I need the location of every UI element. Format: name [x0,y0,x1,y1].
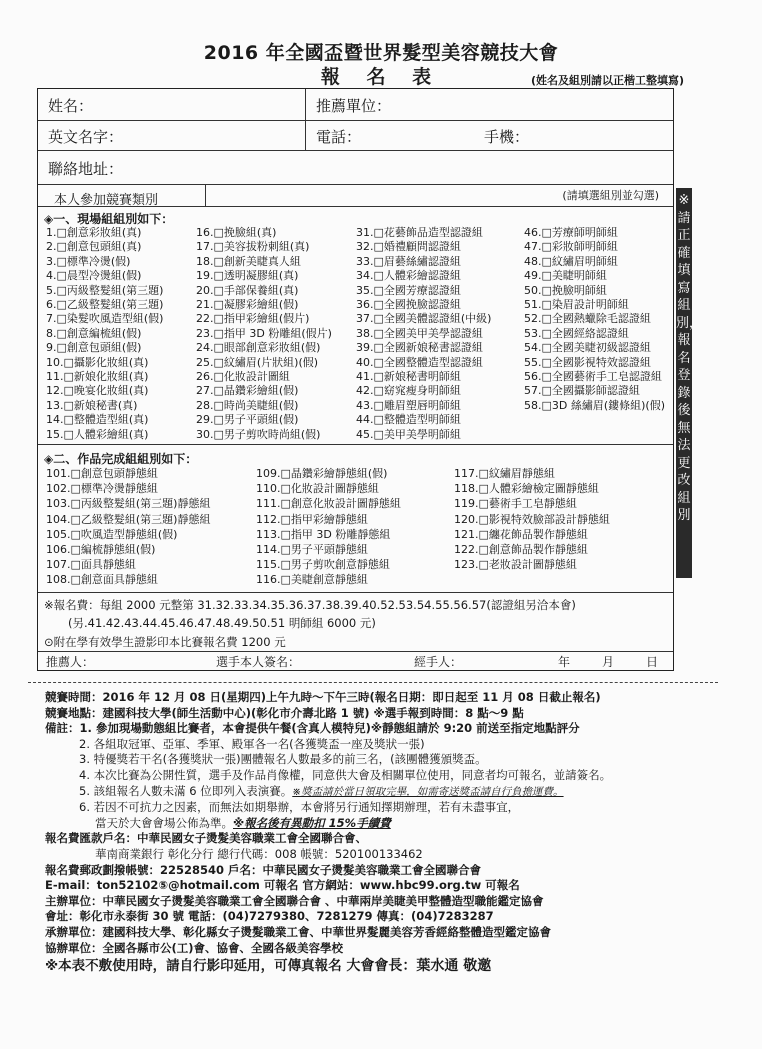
info-note-7b: ※報名後有異動扣 15%手續費 [233,815,391,830]
info-bank [45,847,725,863]
option-item[interactable]: 40.□全國整體造型認證組 [356,355,483,369]
info-email[interactable]: E-mail：ton52102⑤@hotmail.com 可報名 官方網站：www.hbc99.org.tw 可報名 [45,878,520,893]
option-item[interactable]: 50.□挽臉明師組 [524,283,607,297]
recommender-signature[interactable]: 推薦人： [46,655,95,669]
option-item[interactable]: 36.□全國挽臉認證組 [356,298,461,312]
option-item[interactable]: 12.□晚宴化妝組(真) [46,384,149,398]
phone-field[interactable]: 電話： [316,128,362,146]
recommender-field[interactable]: 推薦單位： [316,97,392,115]
option-item[interactable]: 21.□凝膠彩繪組(假) [196,298,299,312]
option-item[interactable]: 112.□指甲彩繪靜態組 [256,512,368,526]
option-item[interactable]: 56.□全國藝術手工皂認證組 [524,370,662,384]
name-field[interactable]: 姓名： [48,97,94,115]
section1-col3 [356,226,491,442]
option-item[interactable]: 57.□全國攝影師認證組 [524,384,640,398]
option-item[interactable]: 122.□創意飾品製作靜態組 [454,543,588,557]
option-item[interactable]: 37.□全國美體認證組(中級) [356,312,492,326]
date-month[interactable]: 月 [602,655,615,669]
option-item[interactable]: 53.□全國經絡認證組 [524,326,629,340]
option-item[interactable]: 55.□全國影視特效認證組 [524,355,651,369]
option-item[interactable]: 41.□新娘秘書明師組 [356,370,461,384]
option-item[interactable]: 34.□人體彩繪認證組 [356,269,461,283]
info-note-3: 3. 特優獎若干名(各獲獎狀一張)團體報名人數最多的前三名，(該團體獲頒獎盃。 [79,752,487,767]
option-item[interactable]: 17.□美容拔粉刺組(真) [196,240,310,254]
info-note-4: 4. 本次比賽為公開性質，選手及作品肖像權，同意供大會及相關單位使用，同意者均可報名，並請簽名。 [79,767,612,782]
option-item[interactable]: 45.□美甲美學明師組 [356,427,461,441]
option-item[interactable]: 27.□晶鑽彩繪組(假) [196,384,299,398]
option-item[interactable]: 43.□雕眉塑唇明師組 [356,398,461,412]
info-executor: 承辦單位：建國科技大學、彰化縣女子燙髮職業工會、中華世界髮麗美容芳香經絡整體造型鑑定協會 [45,924,551,939]
option-item[interactable]: 48.□紋繡眉明師組 [524,254,618,268]
option-item[interactable]: 46.□芳療師明師組 [524,226,618,239]
cut-line [28,682,718,683]
option-item[interactable]: 110.□化妝設計圖靜態組 [256,482,379,496]
side-warning: ※請正確填寫組別，報名登錄後無法更改組別 [676,188,692,578]
option-item[interactable]: 49.□美睫明師組 [524,269,607,283]
option-item[interactable]: 29.□男子平頭組(假) [196,413,299,427]
info-president: 大會會長：葉水通 敬邀 [346,958,492,975]
row-name [38,89,673,121]
info-footer [45,959,725,975]
option-item[interactable]: 33.□眉藝絲繡認證組 [356,254,461,268]
option-item[interactable]: 101.□創意包頭靜態組 [46,467,158,480]
name-note: (姓名及組別請以正楷工整填寫) [530,74,684,87]
option-item[interactable]: 54.□全國美睫初級認證組 [524,341,651,355]
mobile-field[interactable]: 手機： [484,128,530,146]
info-co-organizer: 協辦單位：全國各縣市公(工)會、協會、全國各級美容學校 [45,940,344,955]
option-item[interactable]: 3.□標準冷燙(假) [46,254,131,268]
option-item[interactable]: 114.□男子平頭靜態組 [256,543,368,557]
info-note-6: 6. 若因不可抗力之因素，而無法如期舉辦，本會將另行通知擇期辦理，若有未盡事宜， [79,800,520,815]
option-item[interactable]: 16.□挽臉組(真) [196,226,277,239]
fee-line-2: (另.41.42.43.44.45.46.47.48.49.50.51 明師組 6000 元) [68,616,376,630]
info-place: 競賽地點：建國科技大學(師生活動中心)(彰化市介壽北路 1 號) ※選手報到時間：8 點～9 點 [45,705,524,720]
info-bank-account: 帳號：520100133462 [300,846,423,861]
info-note-5b: ※獎盃請於當日領取完畢，如需寄送獎盃請自行負擔運費。 [292,785,564,798]
option-item[interactable]: 28.□時尚美睫組(假) [196,398,299,412]
option-item[interactable]: 6.□乙級整髮組(第三題) [46,298,164,312]
divider [38,651,673,652]
option-item[interactable]: 22.□指甲彩繪組(假片) [196,312,310,326]
fee-line-1: ※報名費：每組 2000 元整第 31.32.33.34.35.36.37.38.39.40.52.53.54.55.56.57(認證組另洽本會) [44,598,576,612]
option-item[interactable]: 5.□丙級整髮組(第三題) [46,283,164,297]
option-item[interactable]: 42.□窈窕瘦身明師組 [356,384,461,398]
option-item[interactable]: 1.□創意彩妝組(真) [46,226,142,239]
option-item[interactable]: 18.□創新美睫真人組 [196,254,301,268]
info-time: 競賽時間：2016 年 12 月 08 日(星期四)上午九時～下午三時(報名日期：即日起至 11 月 08 日截止報名) [45,690,601,704]
section2-col1 [46,466,210,588]
option-item[interactable]: 9.□創意包頭組(假) [46,341,142,355]
info-note-2: 2. 各組取冠軍、亞軍、季軍、殿軍各一名(各獲獎盃一座及獎狀一張) [79,736,425,751]
info-note-7a: 當天於大會會場公佈為準。 [95,815,233,830]
option-item[interactable]: 118.□人體彩繪檢定圖靜態組 [454,482,599,496]
date-day[interactable]: 日 [646,655,659,669]
option-item[interactable]: 19.□透明凝膠組(真) [196,269,299,283]
option-item[interactable]: 32.□婚禮顧問認證組 [356,240,461,254]
section2-col2 [256,466,401,588]
section1-col1 [46,226,163,442]
option-item[interactable]: 20.□手部保養組(真) [196,283,299,297]
option-item[interactable]: 119.□藝術手工皂靜態組 [454,497,577,511]
info-postal: 報名費郵政劃撥帳號：22528540 戶名：中華民國女子燙髮美容職業工會全國聯合會 [45,862,482,877]
info-organizer: 主辦單位：中華民國女子燙髮美容職業工會全國聯合會 、中華兩岸美睫美甲整體造型職能鑑定協會 [45,893,544,908]
info-note-1: 備註：1. 參加現場動態組比賽者，本會提供午餐(含真人模特兒)※靜態組請於 9:20 前送至指定地點評分 [45,721,580,736]
form-title: 2016 年全國盃暨世界髮型美容競技大會 [203,42,559,64]
option-item[interactable]: 103.□丙級整髮組(第三題)靜態組 [46,497,211,511]
option-item[interactable]: 8.□創意編梳組(假) [46,326,142,340]
option-item[interactable]: 51.□染眉設計明師組 [524,298,629,312]
option-item[interactable]: 104.□乙級整髮組(第三題)靜態組 [46,512,211,526]
option-item[interactable]: 11.□新娘化妝組(真) [46,370,149,384]
option-item[interactable]: 7.□染髮吹風造型組(假) [46,312,164,326]
section1-col2 [196,226,332,442]
fee-line-3: ⊙附在學有效學生證影印本比賽報名費 1200 元 [44,635,286,649]
option-item[interactable]: 117.□紋繡眉靜態組 [454,467,555,480]
option-item[interactable]: 31.□花藝飾品造型認證組 [356,226,483,239]
option-item[interactable]: 115.□男子剪吹創意靜態組 [256,558,390,572]
option-item[interactable]: 102.□標準冷燙靜態組 [46,482,158,496]
option-item[interactable]: 2.□創意包頭組(真) [46,240,142,254]
competition-info [45,690,725,975]
date-year[interactable]: 年 [558,655,571,669]
player-signature[interactable]: 選手本人簽名： [216,655,301,669]
row-english-name [38,121,673,151]
info-note-5a: 5. 該組報名人數未滿 6 位即列入表演賽。 [79,783,293,798]
section2-col3 [454,466,610,572]
info-bank-code: 總行代碼：008 [217,846,297,861]
form-subtitle: 報 名 表 [320,66,442,88]
category-note: (請填選組別並勾選) [562,189,659,202]
info-note-7 [45,816,725,832]
section2-title: ◈二、作品完成組組別如下： [44,452,198,466]
divider [38,444,673,445]
option-item[interactable]: 44.□整體造型明師組 [356,413,461,427]
option-item[interactable]: 47.□彩妝師明師組 [524,240,618,254]
option-item[interactable]: 107.□面具靜態組 [46,558,136,572]
option-item[interactable]: 13.□新娘秘書(真) [46,398,138,412]
option-item[interactable]: 14.□整體造型組(真) [46,413,149,427]
option-item[interactable]: 10.□攝影化妝組(真) [46,355,149,369]
option-item[interactable]: 120.□影視特效臉部設計靜態組 [454,512,610,526]
section1-title: ◈一、現場組組別如下： [44,212,174,226]
option-item[interactable]: 116.□美睫創意靜態組 [256,573,368,587]
address-field[interactable]: 聯絡地址： [48,160,124,178]
option-item[interactable]: 113.□指甲 3D 粉雕靜態組 [256,527,391,541]
english-name-field[interactable]: 英文名字： [48,128,124,146]
info-address: 會址：彰化市永泰街 30 號 電話：(04)7279380、7281279 傳真：(04)7283287 [45,909,494,924]
info-bank-name: 華南商業銀行 彰化分行 [95,846,214,861]
row-category [38,185,673,207]
option-item[interactable]: 58.□3D 絲繡眉(鏤條組)(假) [524,398,666,412]
option-item[interactable]: 15.□人體彩繪組(真) [46,427,149,441]
option-item[interactable]: 26.□化妝設計圖組 [196,370,290,384]
option-item[interactable]: 38.□全國美甲美學認證組 [356,326,483,340]
option-item[interactable]: 4.□晨型冷燙組(假) [46,269,142,283]
option-item[interactable]: 111.□創意化妝設計圖靜態組 [256,497,401,511]
option-item[interactable]: 109.□晶鑽彩繪靜態組(假) [256,467,388,480]
divider [38,592,673,593]
option-item[interactable]: 52.□全國熱蠟除毛認證組 [524,312,651,326]
option-item[interactable]: 105.□吹風造型靜態組(假) [46,527,178,541]
option-item[interactable]: 123.□老妝設計圖靜態組 [454,558,577,572]
handler-signature[interactable]: 經手人： [414,655,463,669]
option-item[interactable]: 35.□全國芳療認證組 [356,283,461,297]
option-item[interactable]: 30.□男子剪吹時尚組(假) [196,427,321,441]
section1-col4 [524,226,665,413]
form-table [37,88,674,671]
row-address [38,151,673,185]
option-item[interactable]: 24.□眼部創意彩妝組(假) [196,341,321,355]
option-item[interactable]: 39.□全國新娘秘書認證組 [356,341,483,355]
info-footer-note: ※本表不敷使用時，請自行影印延用，可傳真報名 [45,958,342,975]
option-item[interactable]: 25.□紋繡眉(片狀組)(假) [196,355,319,369]
category-label: 本人參加競賽類別 [38,185,206,206]
option-item[interactable]: 121.□纏花飾品製作靜態組 [454,527,588,541]
option-item[interactable]: 108.□創意面具靜態組 [46,573,158,587]
info-note-5 [45,784,725,801]
option-item[interactable]: 23.□指甲 3D 粉雕組(假片) [196,326,332,340]
info-remit-name: 報名費匯款戶名：中華民國女子燙髮美容職業工會全國聯合會、 [45,831,367,846]
option-item[interactable]: 106.□編梳靜態組(假) [46,543,156,557]
